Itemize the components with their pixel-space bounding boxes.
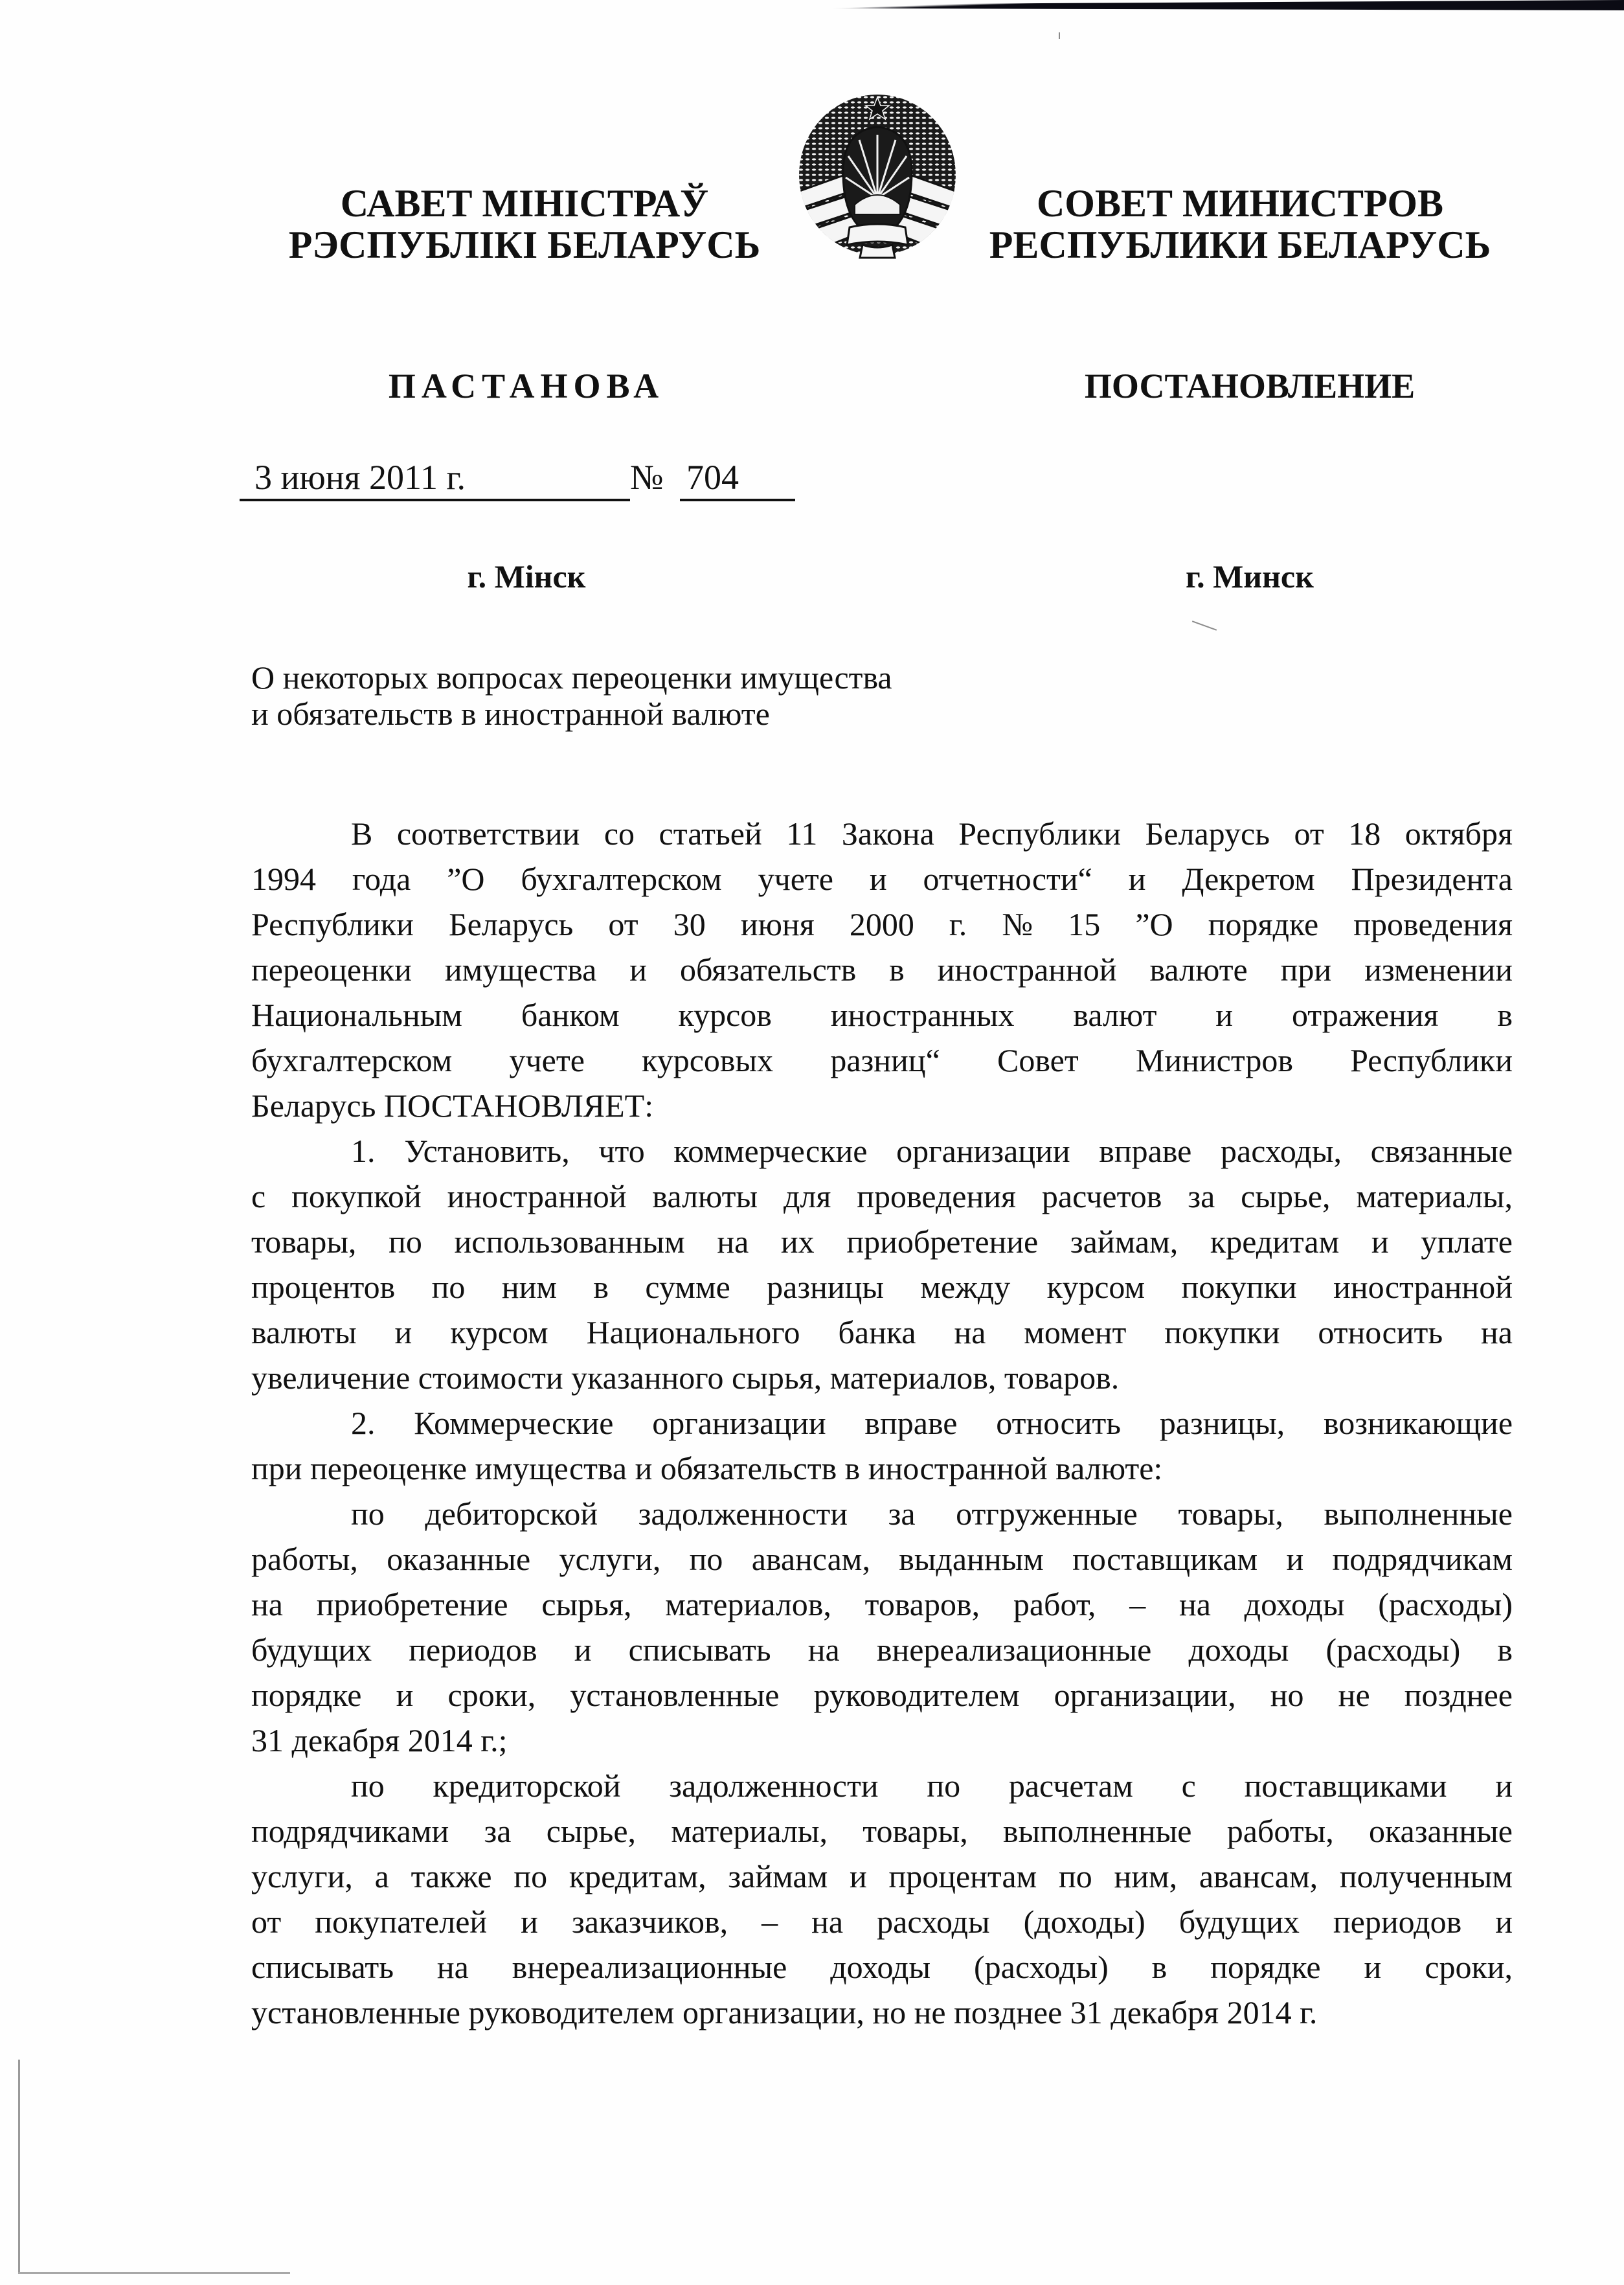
text-line — [251, 1536, 1513, 1582]
text-line-content: на приобретение сырья, материалов, товаров, работ, – на доходы (расходы) — [251, 1586, 1513, 1622]
text-line — [251, 902, 1513, 947]
text-line-content: процентов по ним в сумме разницы между курсом покупки иностранной — [251, 1269, 1513, 1305]
text-line-content: по дебиторской задолженности за отгруженные товары, выполненные — [351, 1495, 1513, 1532]
scan-edge-bottom — [18, 2272, 290, 2274]
text-line-content: 1. Установить, что коммерческие организации вправе расходы, связанные — [351, 1133, 1513, 1169]
issuer-line: РЭСПУБЛІКІ БЕЛАРУСЬ — [288, 223, 761, 266]
text-line — [251, 992, 1513, 1038]
text-line — [251, 1672, 1513, 1718]
text-line — [251, 811, 1513, 856]
date-underline — [240, 499, 630, 501]
text-line — [251, 1627, 1513, 1672]
number-sign: № — [630, 458, 664, 497]
text-line — [251, 1491, 1513, 1536]
scan-edge-left — [18, 2060, 20, 2273]
doc-type-russian: ПОСТАНОВЛЕНИЕ — [1084, 367, 1415, 405]
text-line-content: по кредиторской задолженности по расчетам с поставщиками и — [351, 1768, 1513, 1804]
issuer-name-russian — [981, 183, 1499, 266]
paragraph-item-2-payables — [251, 1763, 1513, 2035]
text-line-content: работы, оказанные услуги, по авансам, выданным поставщикам и подрядчикам — [251, 1541, 1513, 1577]
text-line-content: с покупкой иностранной валюты для проведения расчетов за сырье, материалы, — [251, 1178, 1513, 1214]
text-line-content: увеличение стоимости указанного сырья, материалов, товаров. — [251, 1359, 1120, 1396]
text-line — [251, 1808, 1513, 1854]
paragraph-item-1 — [251, 1128, 1513, 1400]
registration-line — [240, 453, 796, 505]
text-line — [251, 856, 1513, 902]
text-line-content: будущих периодов и списывать на внереализационные доходы (расходы) в — [251, 1631, 1513, 1668]
number-underline — [680, 499, 795, 501]
text-line-content: Республики Беларусь от 30 июня 2000 г. № 15 ”О порядке проведения — [251, 906, 1513, 942]
document-subject — [251, 659, 892, 732]
scan-edge-top — [609, 0, 1624, 10]
text-line — [251, 1446, 1513, 1491]
text-line-content: 1994 года ”О бухгалтерском учете и отчетности“ и Декретом Президента — [251, 861, 1513, 897]
text-line-content: 2. Коммерческие организации вправе относить разницы, возникающие — [351, 1405, 1513, 1441]
document-date: 3 июня 2011 г. — [254, 458, 466, 497]
text-line — [251, 1899, 1513, 1944]
text-line-content: установленные руководителем организации, но не позднее 31 декабря 2014 г. — [251, 1994, 1318, 2030]
issuer-line: САВЕТ МІНІСТРАЎ — [340, 182, 709, 225]
text-line-content: 31 декабря 2014 г.; — [251, 1722, 508, 1758]
text-line-content: услуги, а также по кредитам, займам и процентам по ним, авансам, полученным — [251, 1858, 1513, 1894]
paragraph-item-2 — [251, 1400, 1513, 1491]
city-belarusian: г. Мінск — [467, 558, 586, 595]
text-line — [251, 1990, 1513, 2035]
text-line — [251, 947, 1513, 992]
text-line — [251, 1718, 1513, 1763]
subject-line: О некоторых вопросах переоценки имущества — [251, 659, 892, 696]
text-line-content: бухгалтерском учете курсовых разниц“ Совет Министров Республики — [251, 1042, 1513, 1078]
paragraph-item-2-receivables — [251, 1491, 1513, 1763]
text-line-content: порядке и сроки, установленные руководителем организации, но не позднее — [251, 1677, 1513, 1713]
subject-line: и обязательств в иностранной валюте — [251, 696, 770, 732]
text-line-content: валюты и курсом Национального банка на момент покупки относить на — [251, 1314, 1513, 1350]
text-line — [251, 1128, 1513, 1174]
text-line-content: списывать на внереализационные доходы (расходы) в порядке и сроки, — [251, 1949, 1513, 1985]
text-line — [251, 1944, 1513, 1990]
scan-artifact — [1192, 620, 1217, 631]
document-body — [251, 811, 1513, 2035]
text-line — [251, 1174, 1513, 1219]
text-line — [251, 1763, 1513, 1808]
document-number: 704 — [686, 458, 739, 497]
text-line — [251, 1083, 1513, 1128]
text-line — [251, 1854, 1513, 1899]
text-line-content: Беларусь ПОСТАНОВЛЯЕТ: — [251, 1087, 654, 1124]
text-line-content: при переоценке имущества и обязательств в иностранной валюте: — [251, 1450, 1163, 1486]
paragraph-preamble — [251, 811, 1513, 1128]
text-line-content: товары, по использованным на их приобретение займам, кредитам и уплате — [251, 1223, 1513, 1260]
issuer-line: СОВЕТ МИНИСТРОВ — [1036, 182, 1444, 225]
text-line-content: Национальным банком курсов иностранных валют и отражения в — [251, 997, 1513, 1033]
text-line-content: переоценки имущества и обязательств в иностранной валюте при изменении — [251, 951, 1513, 988]
text-line — [251, 1582, 1513, 1627]
text-line — [251, 1355, 1513, 1400]
text-line — [251, 1038, 1513, 1083]
text-line-content: В соответствии со статьей 11 Закона Республики Беларусь от 18 октября — [351, 815, 1513, 852]
scan-artifact — [1059, 32, 1060, 39]
issuer-name-belarusian — [265, 183, 784, 266]
text-line — [251, 1264, 1513, 1310]
text-line-content: подрядчиками за сырье, материалы, товары, выполненные работы, оказанные — [251, 1813, 1513, 1849]
text-line — [251, 1310, 1513, 1355]
doc-type-belarusian: ПАСТАНОВА — [388, 367, 665, 405]
text-line — [251, 1219, 1513, 1264]
city-russian: г. Минск — [1186, 558, 1314, 595]
coat-of-arms-emblem-icon — [798, 95, 957, 259]
text-line-content: от покупателей и заказчиков, – на расходы (доходы) будущих периодов и — [251, 1904, 1513, 1940]
issuer-line: РЕСПУБЛИКИ БЕЛАРУСЬ — [989, 223, 1491, 266]
text-line — [251, 1400, 1513, 1446]
